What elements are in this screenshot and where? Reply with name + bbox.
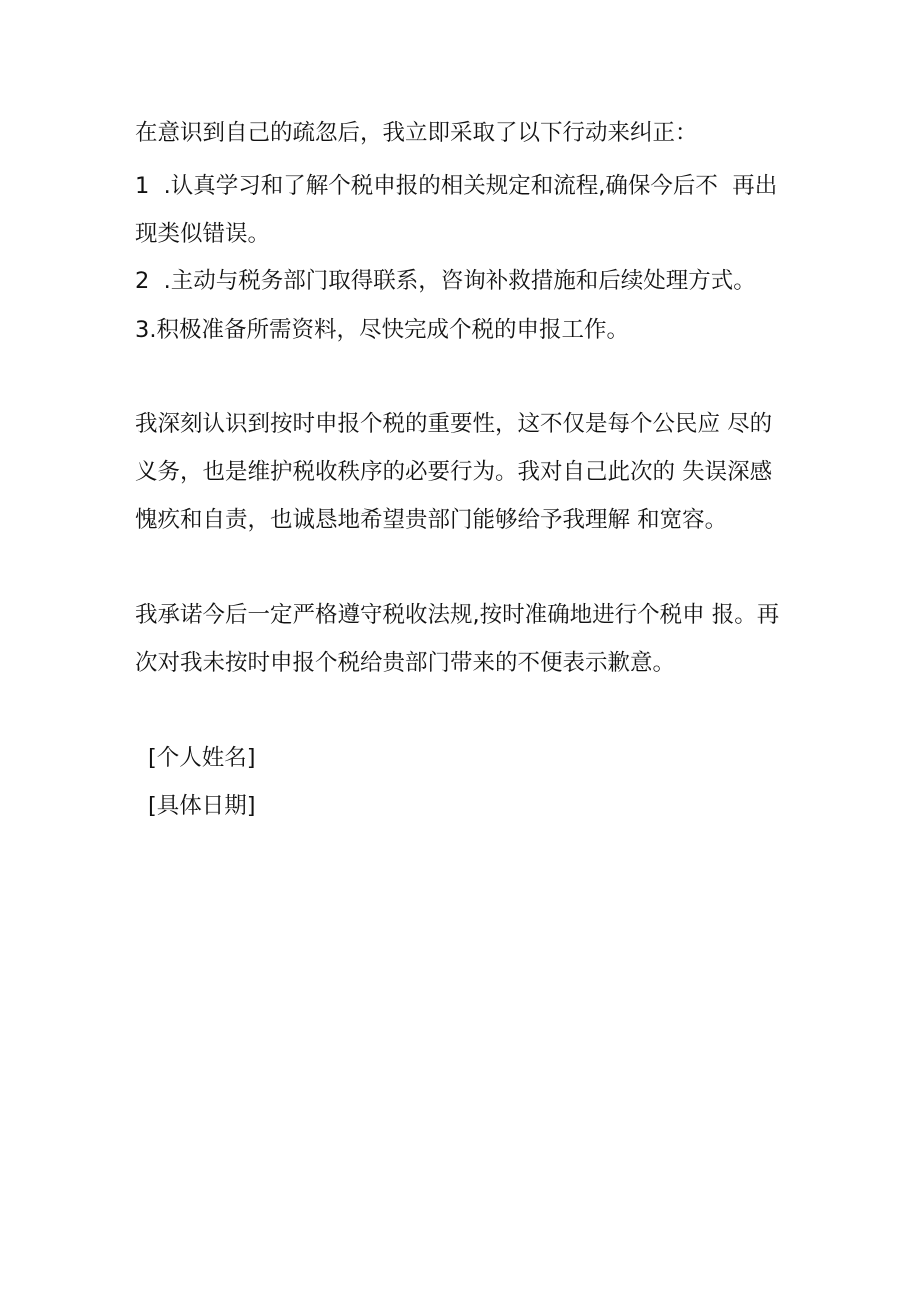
signature-date: [具体日期] <box>148 793 256 819</box>
signature-name: [个人姓名] <box>148 745 256 771</box>
commitment-paragraph-line-2: 次对我未按时申报个税给贵部门带来的不便表示歉意。 <box>135 650 676 676</box>
importance-paragraph-line-1: 我深刻认识到按时申报个税的重要性，这不仅是每个公民应 尽的 <box>135 411 773 437</box>
importance-paragraph-line-3: 愧疚和自责，也诚恳地希望贵部门能够给予我理解 和宽容。 <box>135 507 728 533</box>
importance-paragraph-line-2: 义务，也是维护税收秩序的必要行为。我对自己此次的 失误深感 <box>135 459 773 485</box>
action-item-1-line-1: 1 .认真学习和了解个税申报的相关规定和流程,确保今后不 再出 <box>135 173 778 199</box>
intro-line: 在意识到自己的疏忽后，我立即采取了以下行动来纠正： <box>135 120 698 146</box>
action-item-1-line-2: 现类似错误。 <box>135 221 271 247</box>
action-item-2: 2 .主动与税务部门取得联系，咨询补救措施和后续处理方式。 <box>135 268 756 294</box>
action-item-3: 3.积极准备所需资料，尽快完成个税的申报工作。 <box>135 317 629 343</box>
commitment-paragraph-line-1: 我承诺今后一定严格遵守税收法规,按时准确地进行个税申 报。再 <box>135 602 780 628</box>
